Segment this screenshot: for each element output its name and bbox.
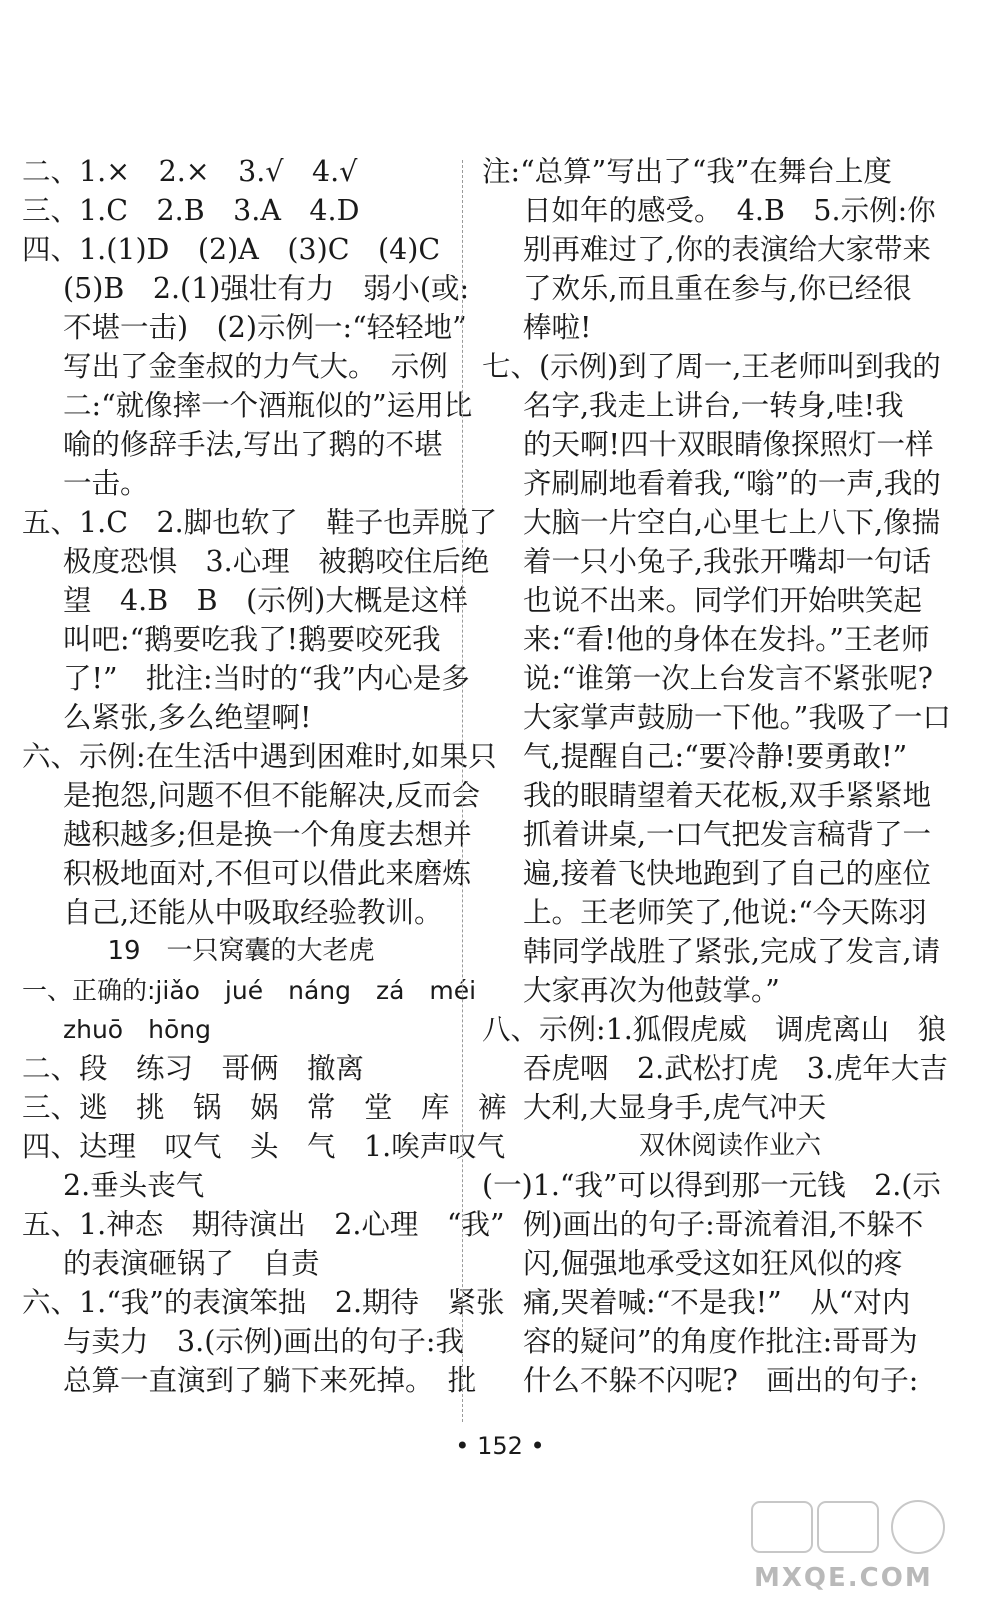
- answer-line: 喻的修辞手法,写出了鹅的不堪: [63, 428, 443, 461]
- answer-item: [482, 1010, 978, 1127]
- answer-line: 遍,接着飞快地跑到了自己的座位: [523, 857, 932, 890]
- answer-line: 了!” 批注:当时的“我”内心是多: [63, 662, 470, 695]
- answer-line: 四、达理 叹气 头 气 1.唉声叹气: [22, 1130, 506, 1163]
- svg-text:MXQE.COM: MXQE.COM: [754, 1563, 933, 1592]
- answer-item: [482, 152, 978, 347]
- answer-line: 一击。: [63, 467, 149, 500]
- answer-line: 二:“就像摔一个酒瓶似的”运用比: [63, 389, 473, 422]
- answer-line: 五、1.神态 期待演出 2.心理 “我”: [22, 1208, 505, 1241]
- answer-line: 气,提醒自己:“要冷静!要勇敢!”: [523, 740, 908, 773]
- answer-line: 上。王老师笑了,他说:“今天陈羽: [523, 896, 927, 929]
- answer-line: 抓着讲桌,一口气把发言稿背了一: [523, 818, 932, 851]
- answer-line: 也说不出来。同学们开始哄笑起: [523, 584, 923, 617]
- answer-line: 六、1.“我”的表演笨拙 2.期待 紧张: [22, 1286, 505, 1319]
- answer-line: zhuō hōng: [63, 1015, 211, 1044]
- answer-line: 五、1.C 2.脚也软了 鞋子也弄脱了: [22, 506, 498, 539]
- answer-line: 日如年的感受。 4.B 5.示例:你: [523, 194, 936, 227]
- answer-line: (一)1.“我”可以得到那一元钱 2.(示: [482, 1169, 941, 1202]
- answer-line: 二、段 练习 哥俩 撤离: [22, 1052, 365, 1085]
- answer-line: (5)B 2.(1)强壮有力 弱小(或:: [63, 272, 470, 305]
- answer-line: 着一只小兔子,我张开嘴却一句话: [523, 545, 932, 578]
- answer-line: 八、示例:1.狐假虎威 调虎离山 狼: [482, 1013, 947, 1046]
- answer-line: 叫吧:“鹅要吃我了!鹅要咬死我: [63, 623, 441, 656]
- answer-line: 齐刷刷地看着我,“嗡”的一声,我的: [523, 467, 941, 500]
- answer-line: 痛,哭着喊:“不是我!” 从“对内: [523, 1286, 911, 1319]
- answer-line: 棒啦!: [523, 311, 592, 344]
- answer-line: 名字,我走上讲台,一转身,哇!我: [523, 389, 904, 422]
- answer-line: 例)画出的句子:哥流着泪,不躲不: [523, 1208, 924, 1241]
- answer-item: [482, 1166, 978, 1400]
- answer-line: 积极地面对,不但可以借此来磨炼: [63, 857, 472, 890]
- answer-line: 总算一直演到了躺下来死掉。 批: [63, 1364, 477, 1397]
- answer-line: 自己,还能从中吸取经验教训。: [63, 896, 443, 929]
- answer-line: 别再难过了,你的表演给大家带来: [523, 233, 932, 266]
- answer-line: 说:“谁第一次上台发言不紧张呢?: [523, 662, 933, 695]
- answer-item: [22, 191, 460, 230]
- answer-line: 一、正确的:jiǎo jué náng zá méi: [22, 976, 477, 1005]
- answer-line: 四、1.(1)D (2)A (3)C (4)C: [22, 233, 441, 266]
- answer-item: [22, 737, 497, 932]
- answer-item: [22, 1127, 506, 1205]
- answer-item: [22, 1283, 505, 1400]
- answer-line: 三、1.C 2.B 3.A 4.D: [22, 194, 360, 227]
- answer-item: [22, 1088, 507, 1127]
- answer-item: [22, 152, 460, 191]
- answer-item: [22, 1049, 460, 1088]
- answer-line: 的表演砸锅了 自责: [63, 1247, 320, 1280]
- answer-item: [22, 230, 473, 503]
- answer-line: 来:“看!他的身体在发抖。”王老师: [523, 623, 930, 656]
- watermark-logo: [748, 1496, 988, 1592]
- answer-line: 容的疑问”的角度作批注:哥哥为: [523, 1325, 918, 1358]
- left-column: [22, 152, 507, 1400]
- answer-line: 注:“总算”写出了“我”在舞台上度: [482, 155, 892, 188]
- answer-line: 么紧张,多么绝望啊!: [63, 701, 312, 734]
- answer-line: 三、逃 挑 锅 娲 常 堂 库 裤: [22, 1091, 507, 1124]
- answer-line: 大脑一片空白,心里七上八下,像揣: [523, 506, 941, 539]
- answer-item: [22, 1205, 505, 1283]
- answer-line: 我的眼睛望着天花板,双手紧紧地: [523, 779, 932, 812]
- answer-item: [482, 347, 978, 1010]
- answer-line: 是抱怨,问题不但不能解决,反而会: [63, 779, 481, 812]
- answer-line: 不堪一击) (2)示例一:“轻轻地”: [63, 311, 467, 344]
- answer-line: 韩同学战胜了紧张,完成了发言,请: [523, 935, 941, 968]
- section-heading: 19 一只窝囊的大老虎: [107, 936, 375, 966]
- answer-line: 与卖力 3.(示例)画出的句子:我: [63, 1325, 465, 1358]
- section-heading: 双休阅读作业六: [638, 1131, 821, 1161]
- answer-line: 大利,大显身手,虎气冲天: [523, 1091, 827, 1124]
- answer-line: 了欢乐,而且重在参与,你已经很: [523, 272, 912, 305]
- answer-line: 的天啊!四十双眼睛像探照灯一样: [523, 428, 934, 461]
- answer-line: 闪,倔强地承受这如狂风似的疼: [523, 1247, 903, 1280]
- answer-line: 大家再次为他鼓掌。”: [523, 974, 780, 1007]
- column-divider: [462, 160, 463, 1422]
- answer-line: 2.垂头丧气: [63, 1169, 205, 1202]
- page-number: • 152 •: [455, 1432, 545, 1460]
- answer-line: 极度恐惧 3.心理 被鹅咬住后绝: [63, 545, 490, 578]
- answer-line: 写出了金奎叔的力气大。 示例: [63, 350, 448, 383]
- answer-line: 二、1.× 2.× 3.√ 4.√: [22, 155, 358, 188]
- answer-item: [22, 971, 477, 1049]
- answer-line: 什么不躲不闪呢? 画出的句子:: [523, 1364, 919, 1397]
- right-column: [482, 152, 978, 1400]
- answer-line: 吞虎咽 2.武松打虎 3.虎年大吉: [523, 1052, 948, 1085]
- answer-line: 七、(示例)到了周一,王老师叫到我的: [482, 350, 941, 383]
- answer-line: 六、示例:在生活中遇到困难时,如果只: [22, 740, 497, 773]
- answer-line: 大家掌声鼓励一下他。”我吸了一口: [523, 701, 951, 734]
- answer-item: [22, 503, 498, 737]
- answer-line: 望 4.B B (示例)大概是这样: [63, 584, 468, 617]
- answer-line: 越积越多;但是换一个角度去想并: [63, 818, 472, 851]
